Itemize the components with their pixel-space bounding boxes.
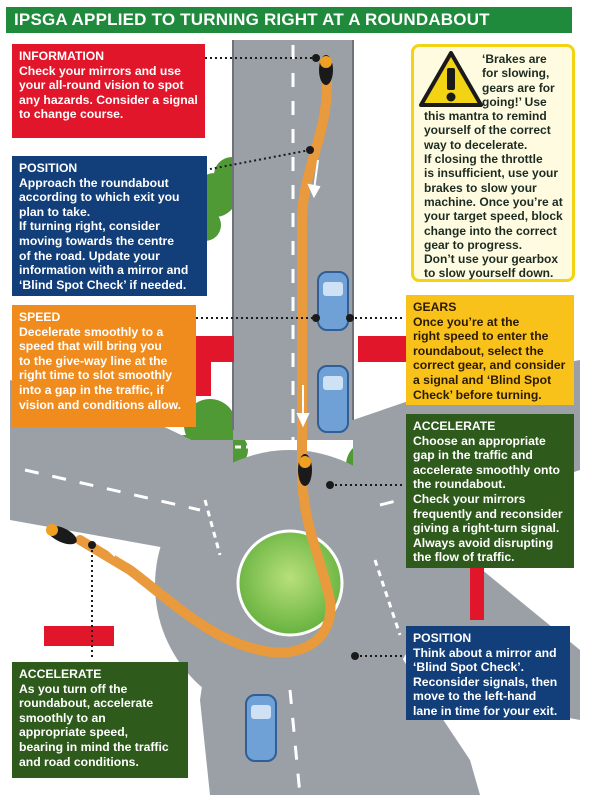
- position-approach-heading: POSITION: [19, 161, 78, 175]
- position-exit-box: [406, 626, 570, 720]
- position-exit-heading: POSITION: [413, 631, 472, 645]
- tip-line: to slow yourself down.: [424, 266, 554, 281]
- speed-line: right time to slot smoothly: [19, 368, 173, 383]
- gears-box: [406, 295, 574, 405]
- accelerate-entry-line: giving a right-turn signal.: [413, 521, 560, 536]
- accelerate-entry-line: Choose an appropriate: [413, 433, 546, 448]
- speed-line: into a gap in the traffic, if: [19, 382, 164, 397]
- position-approach-box: [12, 156, 207, 296]
- information-line: your all-round vision to spot: [19, 78, 184, 93]
- position-exit-line: Think about a mirror and: [413, 645, 557, 660]
- information-heading: INFORMATION: [19, 49, 105, 63]
- accelerate-entry-box: [406, 414, 574, 568]
- gears-heading: GEARS: [413, 300, 457, 314]
- accelerate-exit-line: appropriate speed,: [19, 725, 129, 740]
- speed-line: speed that will bring you: [19, 339, 162, 354]
- accelerate-entry-line: Check your mirrors: [413, 491, 526, 506]
- tip-line: gear to progress.: [424, 237, 523, 252]
- tip-line: for slowing,: [482, 66, 550, 81]
- accelerate-exit-box: [12, 662, 188, 778]
- speed-line: Decelerate smoothly to a: [19, 324, 164, 339]
- page-title: IPSGA APPLIED TO TURNING RIGHT AT A ROUNDABOUT: [6, 7, 572, 33]
- tip-line: Don’t use your gearbox: [424, 252, 559, 267]
- tip-line: gears are for: [482, 80, 555, 95]
- tip-text: [424, 52, 574, 281]
- tip-line: is insufficient, use your: [424, 166, 559, 181]
- tip-line: way to decelerate.: [424, 137, 528, 152]
- position-exit-line: lane in time for your exit.: [413, 703, 558, 718]
- position-approach-line: Approach the roundabout: [19, 175, 169, 190]
- accelerate-entry-line: the roundabout.: [413, 477, 506, 492]
- tip-line: going!’ Use: [482, 94, 547, 109]
- position-exit-line: Reconsider signals, then: [413, 674, 558, 689]
- tip-line: brakes to slow your: [424, 180, 537, 195]
- accelerate-entry-line: Always avoid disrupting: [413, 535, 554, 550]
- position-approach-line: ‘Blind Spot Check’ if needed.: [19, 277, 187, 292]
- gears-line: Check’ before turning.: [413, 387, 542, 402]
- accelerate-entry-line: frequently and reconsider: [413, 506, 563, 521]
- accelerate-exit-heading: ACCELERATE: [19, 667, 102, 681]
- tip-line: change into the correct: [424, 223, 557, 238]
- position-approach-line: information with a mirror and: [19, 263, 189, 278]
- speed-line: to the give-way line at the: [19, 353, 168, 368]
- gears-line: right speed to enter the: [413, 329, 549, 344]
- tip-line: ‘Brakes are: [482, 52, 547, 66]
- information-line: to change course.: [19, 107, 124, 122]
- accelerate-exit-line: bearing in mind the traffic: [19, 739, 169, 754]
- tip-line: If closing the throttle: [424, 152, 543, 167]
- speed-line: vision and conditions allow.: [19, 397, 182, 412]
- position-exit-line: move to the left-hand: [413, 689, 537, 704]
- accelerate-exit-line: As you turn off the: [19, 681, 128, 696]
- accelerate-exit-line: smoothly to an: [19, 710, 106, 725]
- tip-box: [411, 44, 575, 282]
- position-approach-line: of the road. Update your: [19, 248, 160, 263]
- information-line: any hazards. Consider a signal: [19, 92, 198, 107]
- position-exit-line: ‘Blind Spot Check’.: [413, 660, 525, 675]
- gears-line: correct gear, and consider: [413, 358, 566, 373]
- accelerate-exit-line: roundabout, accelerate: [19, 696, 154, 711]
- information-box: [12, 44, 205, 138]
- position-approach-line: plan to take.: [19, 204, 91, 219]
- position-approach-line: according to which exit you: [19, 190, 180, 205]
- position-approach-line: If turning right, consider: [19, 219, 160, 234]
- tip-line: yourself of the correct: [424, 123, 551, 138]
- accelerate-exit-line: and road conditions.: [19, 754, 139, 769]
- accelerate-entry-heading: ACCELERATE: [413, 419, 496, 433]
- accelerate-entry-line: the flow of traffic.: [413, 550, 515, 565]
- gears-line: roundabout, select the: [413, 343, 544, 358]
- gears-line: a signal and ‘Blind Spot: [413, 372, 552, 387]
- position-approach-line: moving towards the centre: [19, 233, 175, 248]
- tip-line: your target speed, block: [424, 209, 563, 224]
- accelerate-entry-line: gap in the traffic and: [413, 448, 533, 463]
- information-line: Check your mirrors and use: [19, 63, 181, 78]
- gears-line: Once you’re at the: [413, 314, 520, 329]
- accelerate-entry-line: accelerate smoothly onto: [413, 462, 560, 477]
- speed-heading: SPEED: [19, 310, 61, 324]
- tip-line: machine. Once you’re at: [424, 194, 563, 209]
- tip-line: this mantra to remind: [424, 109, 547, 124]
- speed-box: [12, 305, 196, 427]
